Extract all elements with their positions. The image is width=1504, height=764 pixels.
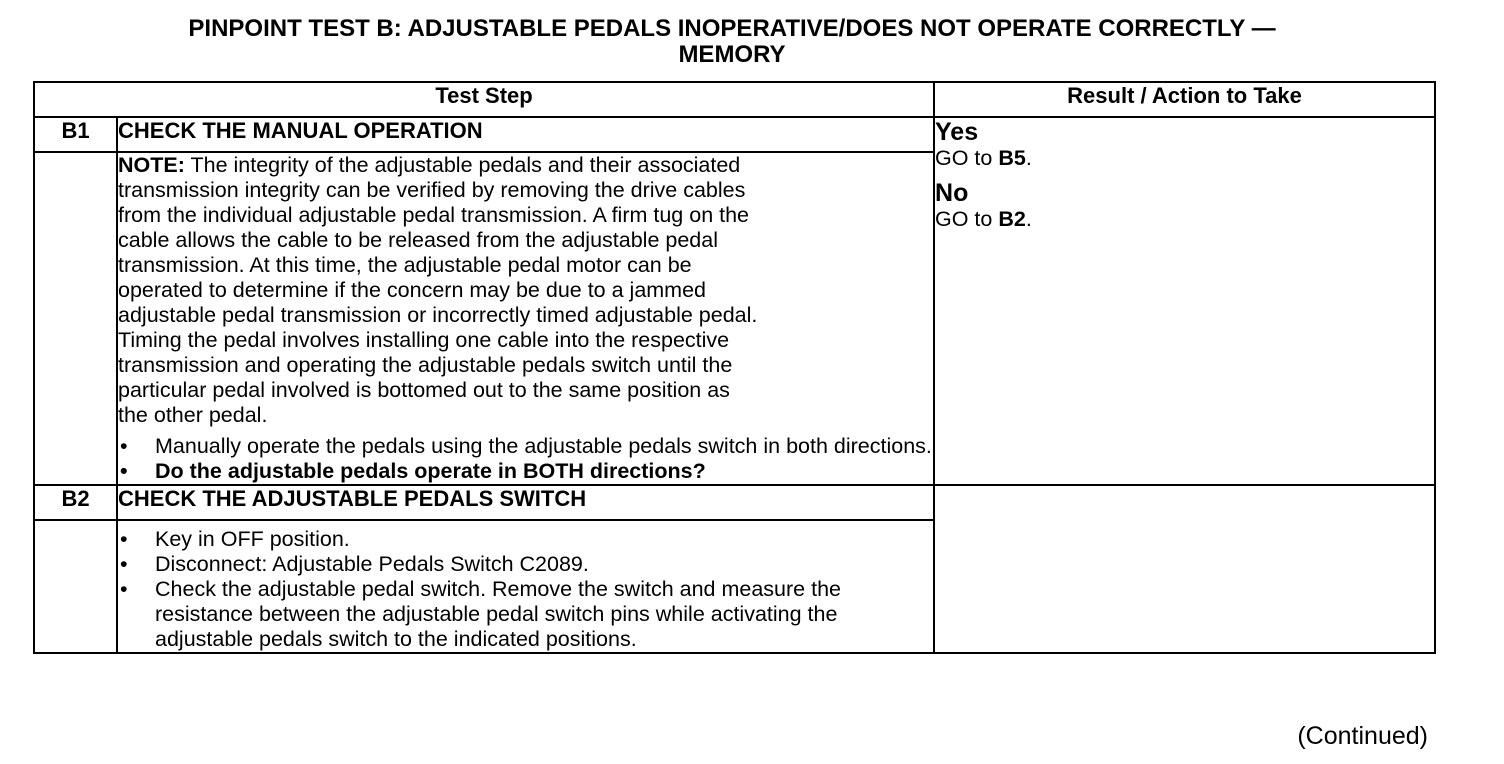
bullet-icon: • [120,577,128,601]
result-yes-target[interactable]: B5 [998,146,1026,170]
step-heading: CHECK THE MANUAL OPERATION [117,117,934,152]
result-no-label: No [935,179,969,207]
step-id: B1 [34,117,117,152]
note-line: transmission. At this time, the adjustable pedal motor can be [118,253,692,277]
result-yes-label: Yes [935,118,979,146]
title-line-1: PINPOINT TEST B: ADJUSTABLE PEDALS INOPERATIVE/DOES NOT OPERATE CORRECTLY — [188,15,1276,42]
bullet-icon: • [120,527,128,551]
page-title [0,16,1464,68]
note-line: The integrity of the adjustable pedals and their associated [184,153,741,177]
bullet-icon: • [120,459,128,483]
step-b1-heading-row [34,117,1435,152]
note-label: NOTE: [118,153,185,177]
result-yes-action: GO to B5. [935,146,1032,170]
step-b1-bullets [118,434,933,484]
continued-label: (Continued) [1297,722,1428,750]
step-b2-result [934,485,1435,653]
note-line: cable allows the cable to be released from the adjustable pedal [118,228,718,252]
pinpoint-test-table [33,81,1436,654]
note-line: operated to determine if the concern may be due to a jammed [118,278,707,302]
step-b2-body [117,520,934,653]
step-b1-result [934,117,1435,485]
note-line: adjustable pedal transmission or incorrectly timed adjustable pedal. [118,303,758,327]
header-row [34,82,1435,117]
step-question: • Do the adjustable pedals operate in BOTH directions? [120,459,706,483]
result-no-target[interactable]: B2 [998,207,1026,231]
list-item: • Check the adjustable pedal switch. Remove the switch and measure the resistance between the adjustable pedal switch pins while activating the adjustable pedals switch to the indicated positions. [120,577,841,651]
note-line: particular pedal involved is bottomed out to the same position as [118,378,730,402]
note-line: Timing the pedal involves installing one cable into the respective [118,328,730,352]
header-result: Result / Action to Take [934,82,1435,117]
note-line: transmission and operating the adjustable pedals switch until the [118,353,733,377]
step-b1-body [117,152,934,485]
title-line-2: MEMORY [678,41,786,68]
step-id: B2 [34,485,117,520]
step-b2-id-spacer [34,520,117,653]
step-b2-bullets [118,527,933,652]
header-test-step: Test Step [34,82,934,117]
list-item: • Disconnect: Adjustable Pedals Switch C2089. [120,552,589,576]
bullet-icon: • [120,434,128,458]
step-heading: CHECK THE ADJUSTABLE PEDALS SWITCH [117,485,934,520]
note-line: from the individual adjustable pedal transmission. A firm tug on the [118,203,750,227]
note-line: the other pedal. [118,403,268,427]
result-no-action: GO to B2. [935,207,1032,231]
bullet-icon: • [120,552,128,576]
step-b1-id-spacer [34,152,117,485]
note-line: transmission integrity can be verified by removing the drive cables [118,178,746,202]
list-item: • Key in OFF position. [120,527,350,551]
list-item: • Manually operate the pedals using the adjustable pedals switch in both directions. [120,434,932,458]
step-b2-heading-row [34,485,1435,520]
step-note [118,153,933,428]
